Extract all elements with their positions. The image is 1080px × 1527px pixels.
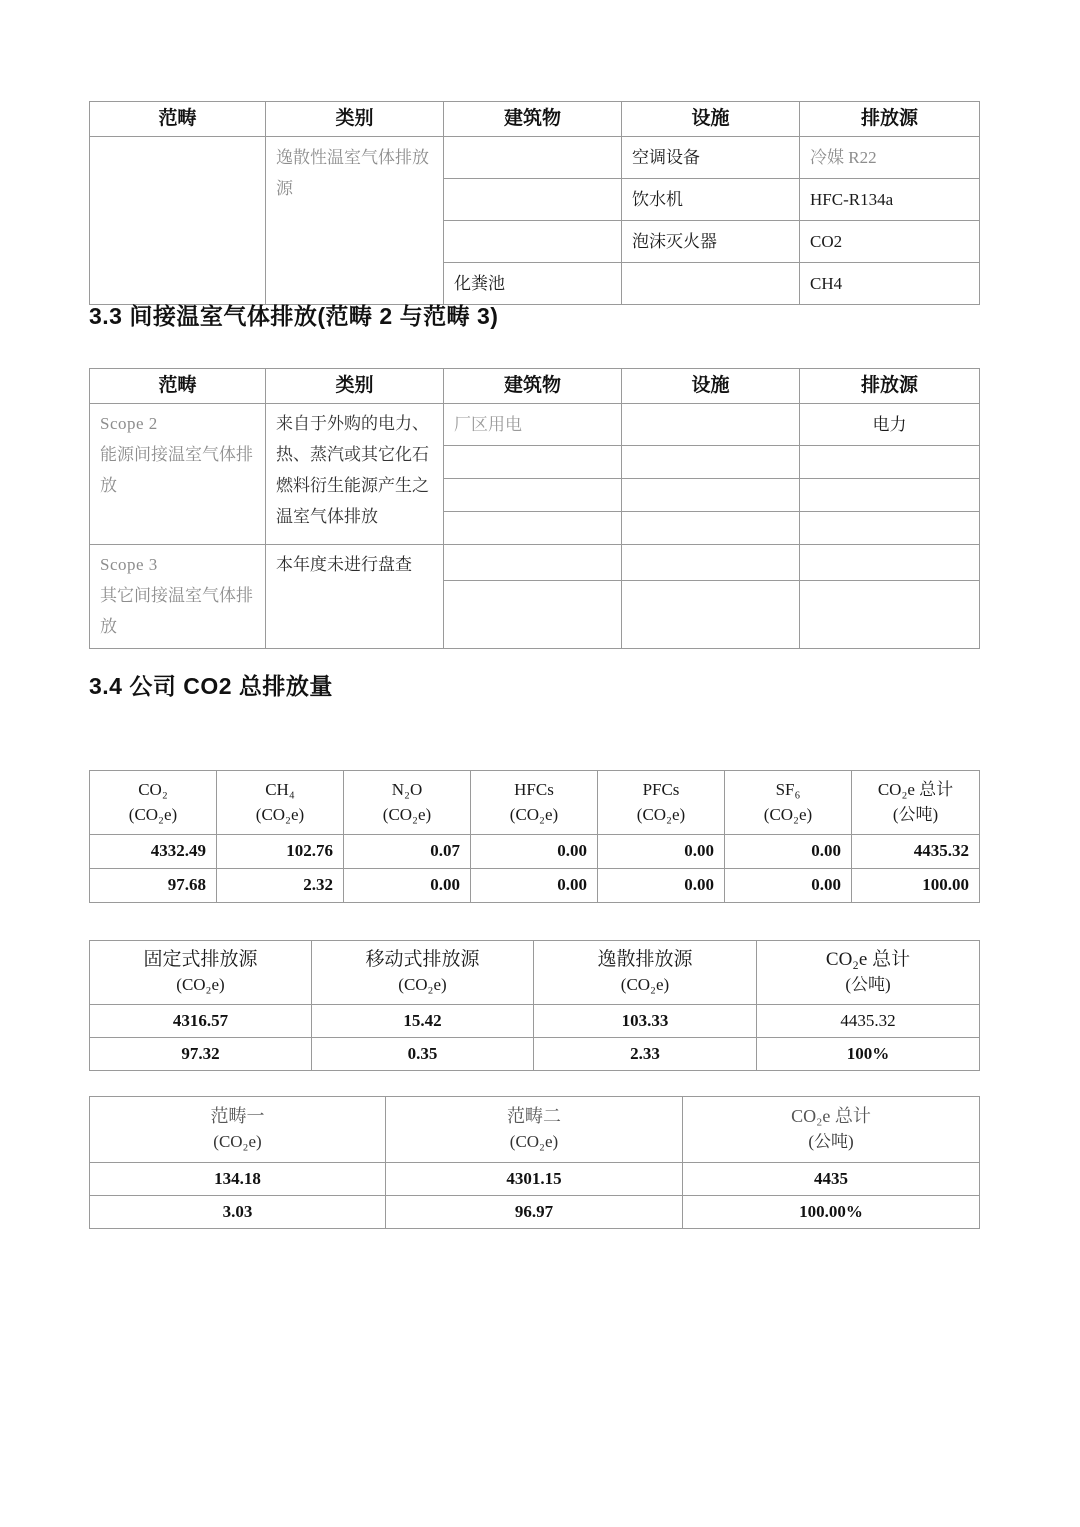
ghg-by-gas-table [89,770,980,903]
header-facility: 设施 [622,369,800,404]
table-row-amount [90,1005,980,1038]
header-n2o [344,771,471,835]
table-row-amount [90,1163,980,1196]
header-scope-one [90,1097,386,1163]
header-category: 类别 [266,102,444,137]
gas-unit: (CO₂e) [128,805,178,824]
value-cell: 15.42 [312,1005,534,1038]
header-scope-two [386,1097,683,1163]
table-row-amount [90,835,980,869]
value-cell: 4435 [683,1163,980,1196]
cell-facility: 饮水机 [622,179,800,221]
source-unit: (公吨) [845,975,891,994]
cell-source [800,581,980,649]
scope-unit: (公吨) [808,1132,854,1151]
header-emission-source: 排放源 [800,369,980,404]
header-ch4 [217,771,344,835]
value-cell: 0.00 [598,835,725,869]
table-row-scope2 [90,404,980,446]
header-scope: 范畴 [90,369,266,404]
cell-facility [622,545,800,581]
cell-facility [622,479,800,512]
header-category: 类别 [266,369,444,404]
value-cell: 4435.32 [852,835,980,869]
cell-facility [622,404,800,446]
gas-unit: (CO₂e) [509,805,559,824]
section-heading-3-3: 3.3 间接温室气体排放(范畴 2 与范畴 3) [89,303,499,329]
cell-building [444,479,622,512]
scope-unit: (CO₂e) [509,1132,559,1151]
scope2-desc: 能源间接温室气体排放 [100,445,253,495]
cell-facility [622,581,800,649]
cell-source: HFC-R134a [800,179,980,221]
value-cell: 100% [757,1038,980,1071]
cell-building [444,545,622,581]
value-cell: 102.76 [217,835,344,869]
indirect-emission-table [89,368,980,649]
header-stationary-source [90,941,312,1005]
scope-name: CO₂e 总计 [791,1106,871,1126]
gas-unit: (CO₂e) [382,805,432,824]
value-cell: 0.00 [471,835,598,869]
cell-building: 化粪池 [444,263,622,305]
gas-name: CH₄ [265,780,295,799]
source-name: 逸散排放源 [597,949,693,970]
cell-facility: 泡沫灭火器 [622,221,800,263]
value-cell: 0.00 [725,835,852,869]
value-cell: 2.32 [217,869,344,903]
table-header-row [90,369,980,404]
cell-source [800,479,980,512]
value-cell: 0.35 [312,1038,534,1071]
fugitive-emission-table [89,101,980,305]
source-name: 移动式排放源 [365,949,480,970]
header-emission-source: 排放源 [800,102,980,137]
value-cell: 100.00 [852,869,980,903]
value-cell: 103.33 [534,1005,757,1038]
source-name: CO₂e 总计 [825,949,911,970]
scope3-name: Scope 3 [100,555,158,574]
table-row-percent [90,1038,980,1071]
section-heading-3-4: 3.4 公司 CO2 总排放量 [89,673,333,699]
table-header-row [90,771,980,835]
gas-unit: (CO₂e) [763,805,813,824]
cell-scope2-category: 来自于外购的电力、热、蒸汽或其它化石燃料衍生能源产生之温室气体排放 [266,404,444,545]
source-unit: (CO₂e) [398,975,447,994]
cell-building [444,512,622,545]
cell-building [444,446,622,479]
header-facility: 设施 [622,102,800,137]
cell-building: 厂区用电 [444,404,622,446]
header-total [852,771,980,835]
value-cell: 97.32 [90,1038,312,1071]
value-cell: 4435.32 [757,1005,980,1038]
table-row-scope3 [90,545,980,581]
table-header-row [90,941,980,1005]
header-co2 [90,771,217,835]
cell-source: 电力 [800,404,980,446]
cell-facility [622,446,800,479]
table-header-row [90,1097,980,1163]
ghg-by-scope-summary-table [89,1096,980,1229]
header-pfcs [598,771,725,835]
scope-name: 范畴一 [210,1106,265,1126]
value-cell: 100.00% [683,1196,980,1229]
cell-source [800,545,980,581]
table-row-percent [90,869,980,903]
cell-facility: 空调设备 [622,137,800,179]
gas-unit: (公吨) [892,805,939,824]
gas-name: CO₂ [138,780,168,799]
value-cell: 0.00 [471,869,598,903]
value-cell: 0.00 [725,869,852,903]
cell-source: 冷媒 R22 [800,137,980,179]
value-cell: 134.18 [90,1163,386,1196]
header-scope: 范畴 [90,102,266,137]
value-cell: 96.97 [386,1196,683,1229]
header-sf6 [725,771,852,835]
header-total [683,1097,980,1163]
header-building: 建筑物 [444,102,622,137]
scope-name: 范畴二 [507,1106,561,1126]
value-cell: 4301.15 [386,1163,683,1196]
gas-name: N₂O [391,780,423,799]
cell-scope-empty [90,137,266,305]
header-hfcs [471,771,598,835]
gas-name: SF₆ [775,780,801,799]
header-fugitive-source [534,941,757,1005]
cell-source: CO2 [800,221,980,263]
gas-unit: (CO₂e) [255,805,305,824]
header-total [757,941,980,1005]
value-cell: 4332.49 [90,835,217,869]
scope-unit: (CO₂e) [213,1132,262,1151]
cell-scope3-label [90,545,266,649]
value-cell: 97.68 [90,869,217,903]
source-name: 固定式排放源 [143,949,258,970]
value-cell: 2.33 [534,1038,757,1071]
cell-building [444,137,622,179]
table-row [90,137,980,179]
cell-scope2-label [90,404,266,545]
gas-unit: (CO₂e) [636,805,686,824]
cell-building [444,581,622,649]
value-cell: 3.03 [90,1196,386,1229]
cell-category-fugitive: 逸散性温室气体排放源 [266,137,444,305]
cell-building [444,179,622,221]
table-row-percent [90,1196,980,1229]
header-building: 建筑物 [444,369,622,404]
cell-source: CH4 [800,263,980,305]
header-mobile-source [312,941,534,1005]
cell-source [800,446,980,479]
value-cell: 0.07 [344,835,471,869]
cell-facility [622,263,800,305]
value-cell: 0.00 [598,869,725,903]
gas-name: CO₂e 总计 [877,780,954,799]
cell-building [444,221,622,263]
value-cell: 0.00 [344,869,471,903]
scope2-name: Scope 2 [100,414,158,433]
value-cell: 4316.57 [90,1005,312,1038]
cell-facility [622,512,800,545]
cell-scope3-category: 本年度未进行盘查 [266,545,444,649]
cell-source [800,512,980,545]
gas-name: HFCs [514,780,554,799]
gas-name: PFCs [642,780,680,799]
source-unit: (CO₂e) [176,975,225,994]
source-unit: (CO₂e) [620,975,670,994]
table-header-row [90,102,980,137]
scope3-desc: 其它间接温室气体排放 [100,586,253,636]
ghg-by-source-type-table [89,940,980,1071]
